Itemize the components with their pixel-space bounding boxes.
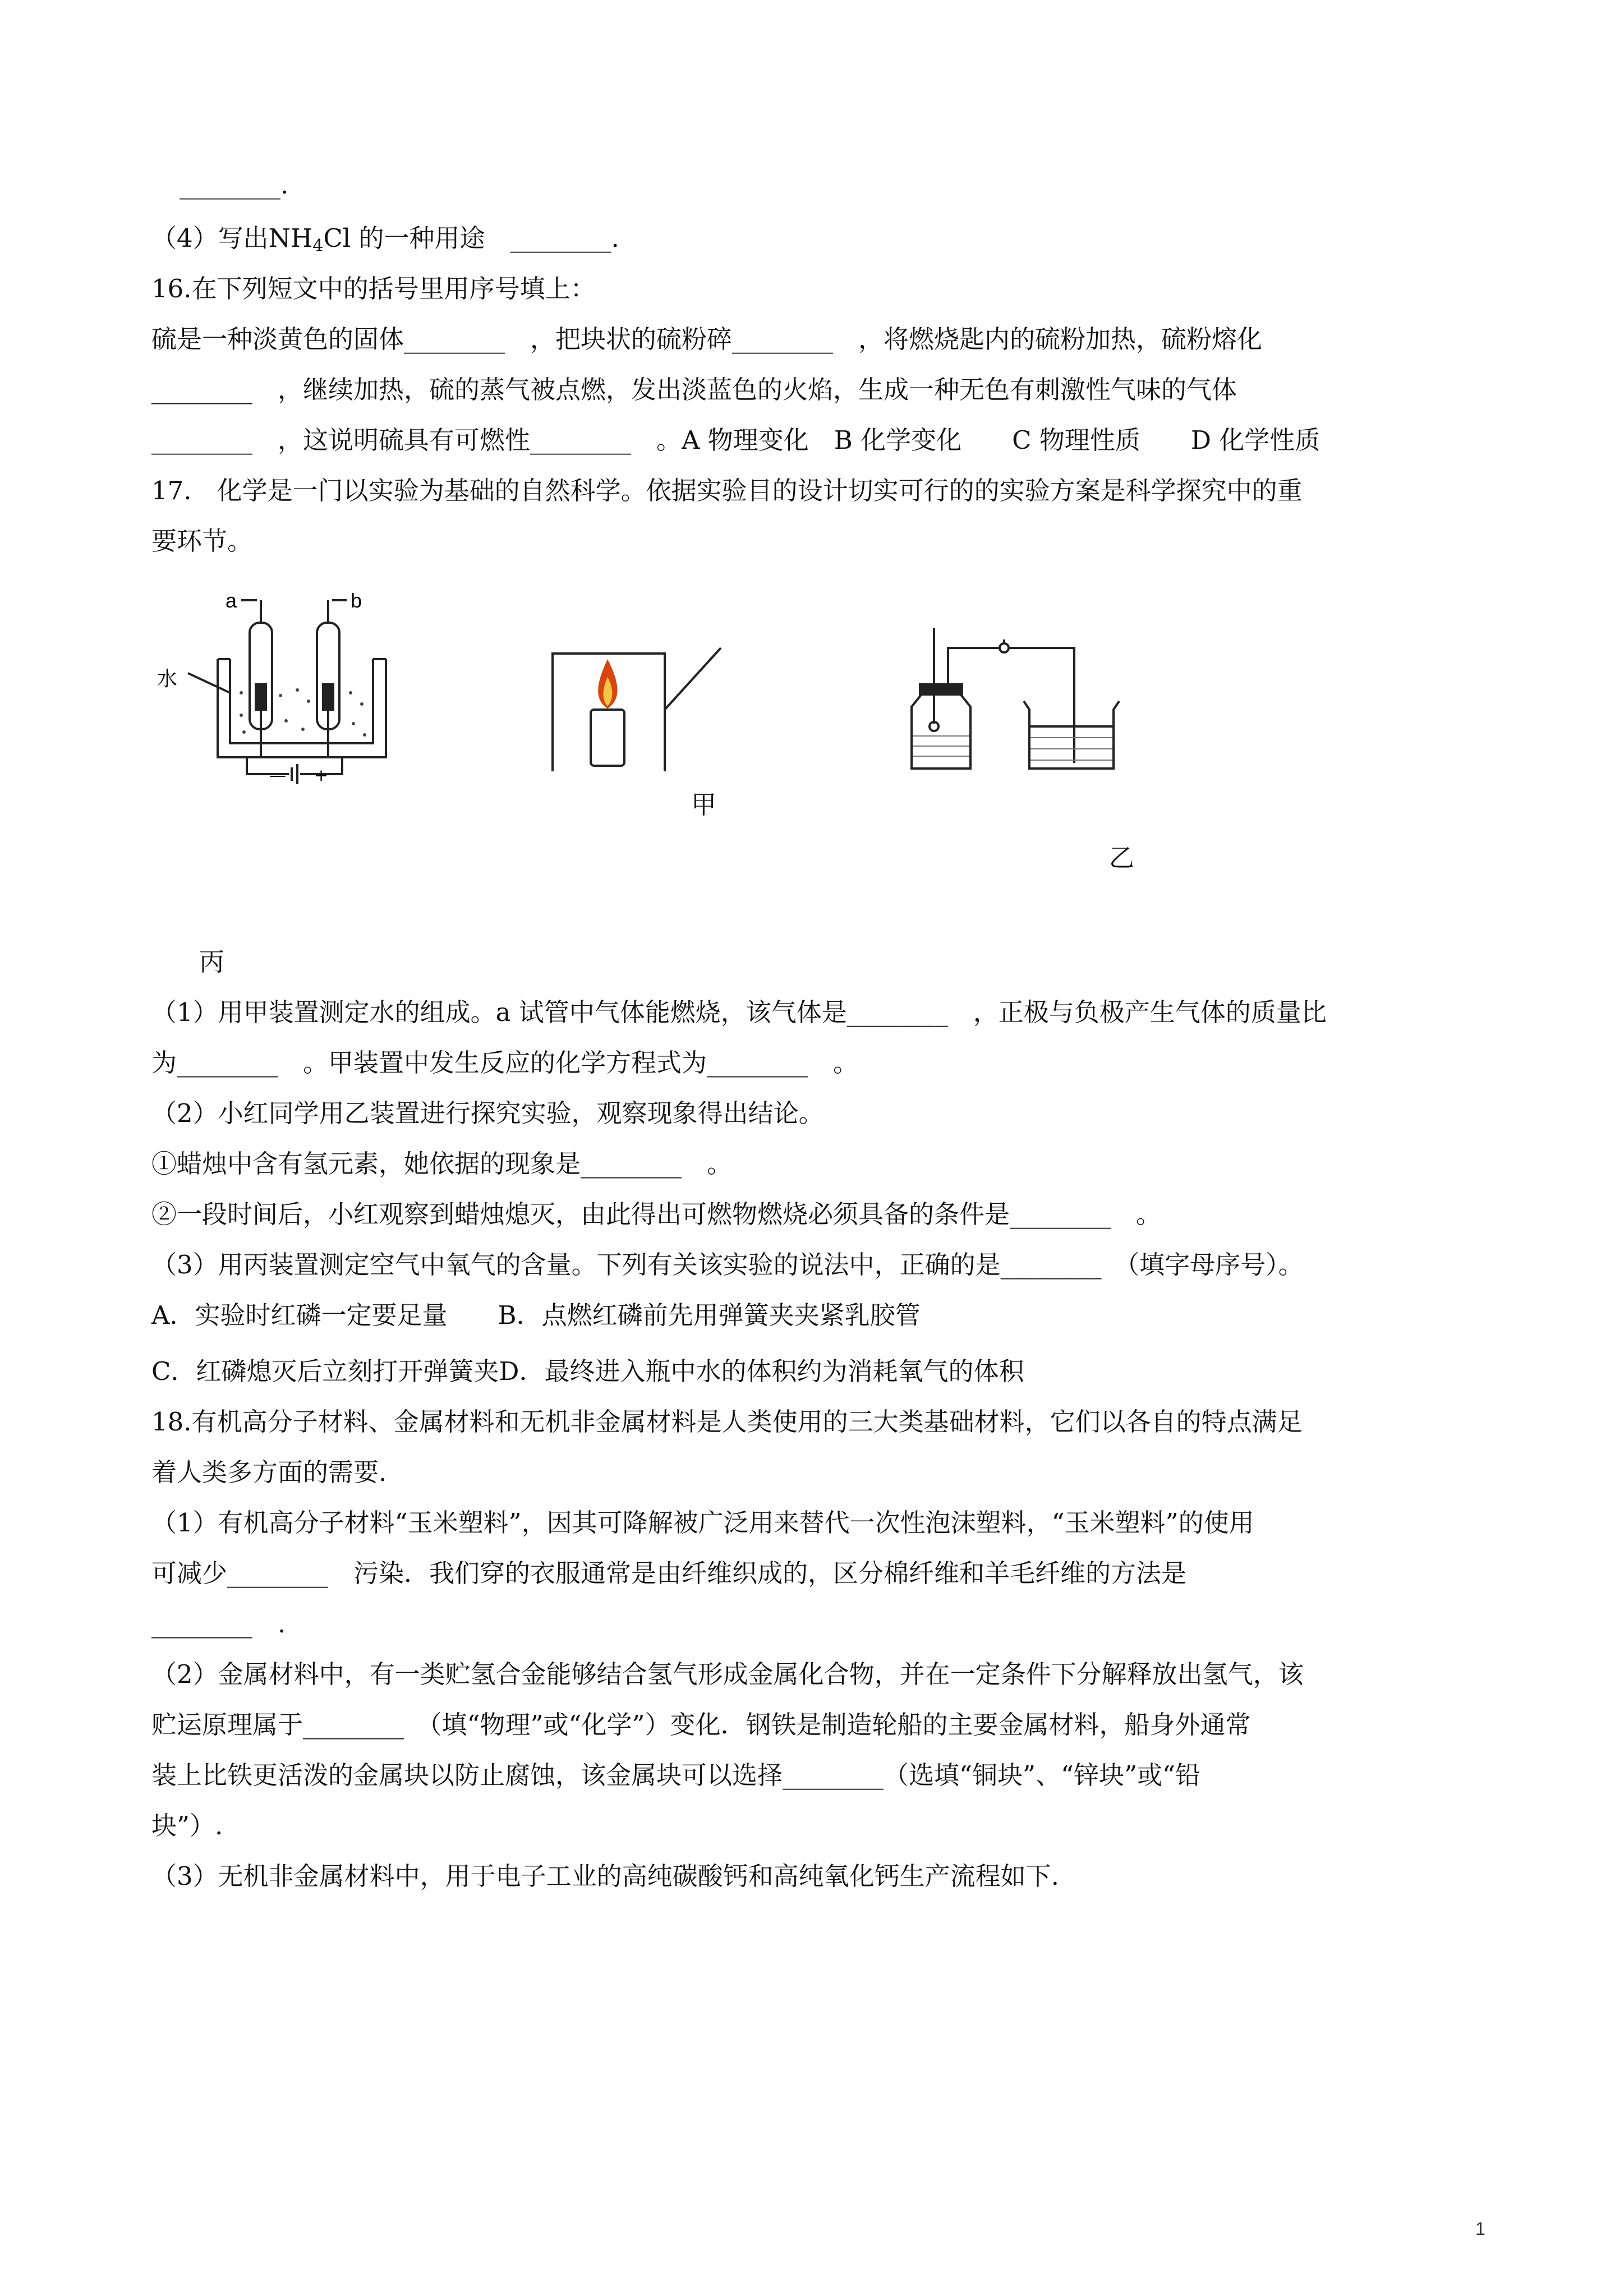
- question-17-options-ab: A．实验时红磷一定要足量 B．点燃红磷前先用弹簧夹夹紧乳胶管: [151, 1300, 921, 1330]
- question-16-title: 16.在下列短文中的括号里用序号填上：: [151, 274, 596, 303]
- page-number: 1: [1475, 2219, 1485, 2239]
- question-18-part-2-line-1: （2）金属材料中，有一类贮氢合金能够结合氢气形成金属化合物，并在一定条件下分解释放出氢气，该: [151, 1659, 1304, 1689]
- question-18-title-2: 着人类多方面的需要.: [151, 1457, 387, 1487]
- question-18-part-1-line-1: （1）有机高分子材料“玉米塑料”，因其可降解被广泛用来替代一次性泡沫塑料，“玉米塑料”的使用: [151, 1508, 1254, 1538]
- question-16-line-2: ________ ，继续加热，硫的蒸气被点燃，发出淡蓝色的火焰，生成一种无色有刺激性气味的气体: [151, 375, 1237, 404]
- caption-bing: 丙: [199, 947, 225, 977]
- candle-beaker-figure: [547, 614, 833, 774]
- question-18-part-2-line-2: 贮运原理属于________ （填“物理”或“化学”）变化．钢铁是制造轮船的主要金属材料，船身外通常: [151, 1710, 1251, 1740]
- question-18-part-2-line-4: 块”）.: [151, 1811, 223, 1841]
- water-label: 水: [157, 668, 178, 691]
- formula-subscript: 4: [312, 236, 324, 256]
- question-17-part-1-line-2: 为________ 。甲装置中发生反应的化学方程式为________ 。: [151, 1048, 859, 1078]
- question-16-line-3: ________ ，这说明硫具有可燃性________ 。A 物理变化 B 化学变化 C 物理性质 D 化学性质: [151, 425, 1321, 455]
- caption-jia: 甲: [691, 790, 717, 820]
- answer-blank-line: ________.: [180, 170, 289, 200]
- question-17-options-cd: C．红磷熄灭后立刻打开弹簧夹D．最终进入瓶中水的体积约为消耗氧气的体积: [151, 1356, 1024, 1386]
- formula-nh: NH: [268, 223, 313, 253]
- question-17-part-2-item-2: ②一段时间后，小红观察到蜡烛熄灭，由此得出可燃物燃烧必须具备的条件是________ 。: [151, 1199, 1162, 1229]
- question-18-part-1-line-2: 可减少________ 污染．我们穿的衣服通常是由纤维织成的，区分棉纤维和羊毛纤维的方法是: [151, 1558, 1187, 1588]
- question-17-part-2-item-1: ①蜡烛中含有氢元素，她依据的现象是________ 。: [151, 1149, 733, 1179]
- question-18-part-3: （3）无机非金属材料中，用于电子工业的高纯碳酸钙和高纯氧化钙生产流程如下.: [151, 1861, 1059, 1891]
- q4-suffix: Cl 的一种用途 ________.: [323, 223, 619, 253]
- tube-a-label: a: [226, 589, 237, 612]
- question-4-line: [151, 222, 619, 255]
- question-17-part-1-line-1: （1）用甲装置测定水的组成。a 试管中气体能燃烧，该气体是________ ，正极与负极产生气体的质量比: [151, 997, 1327, 1027]
- question-17-title-1: 17. 化学是一门以实验为基础的自然科学。依据实验目的设计切实可行的的实验方案是科学探究中的重: [151, 476, 1303, 505]
- question-18-title-1: 18.有机高分子材料、金属材料和无机非金属材料是人类使用的三大类基础材料，它们以各自的特点满足: [151, 1407, 1303, 1437]
- negative-terminal-label: —: [269, 766, 286, 785]
- q4-prefix: （4）写出: [151, 223, 269, 253]
- question-17-title-2: 要环节。: [151, 526, 253, 556]
- electrolysis-apparatus-figure: [157, 589, 404, 797]
- caption-yi: 乙: [1109, 843, 1135, 873]
- oxygen-content-apparatus-figure: [900, 606, 1125, 774]
- question-18-part-1-line-3: ________ .: [151, 1609, 286, 1639]
- question-17-part-3: （3）用丙装置测定空气中氧气的含量。下列有关该实验的说法中，正确的是________ （填字母序号）。: [151, 1250, 1304, 1280]
- question-16-line-1: 硫是一种淡黄色的固体________ ，把块状的硫粉碎________ ，将燃烧匙内的硫粉加热，硫粉熔化: [151, 324, 1263, 354]
- tube-b-label: b: [351, 589, 362, 612]
- question-18-part-2-line-3: 装上比铁更活泼的金属块以防止腐蚀，该金属块可以选择________（选填“铜块”、“锌块”或“铅: [151, 1760, 1201, 1790]
- question-17-part-2: （2）小红同学用乙装置进行探究实验，观察现象得出结论。: [151, 1098, 824, 1128]
- positive-terminal-label: +: [314, 766, 329, 785]
